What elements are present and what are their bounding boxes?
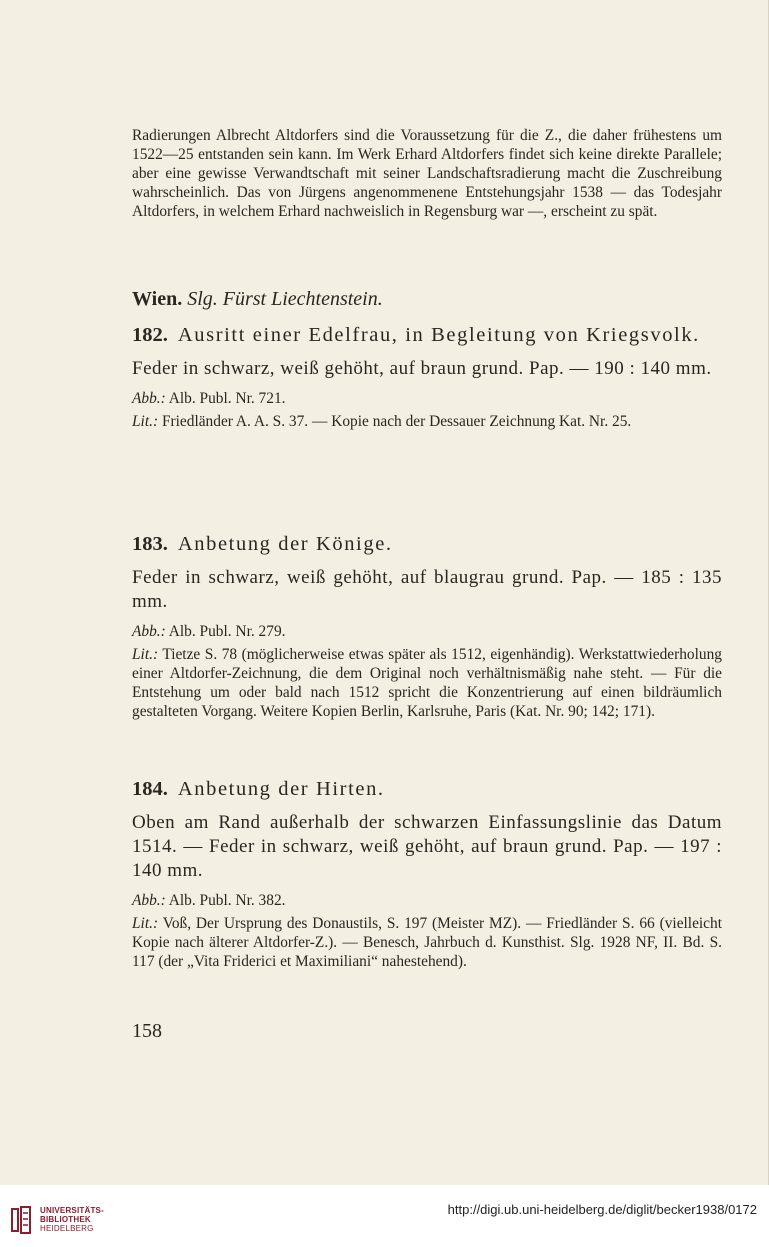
lit-text: Tietze S. 78 (möglicherweise etwas später als 1512, eigenhändig). Werkstattwiederholung einer Altdorfer-Zeichnung, die dem Original noch verhältnismäßig nahe steht. — Für die Entstehung um oder bald nach 1512 spricht die Konzentrierung auf einen bildräumlich gestalteten Vorgang. Weitere Kopien Berlin, Karlsruhe, Paris (Kat. Nr. 90; 142; 171).	[132, 646, 722, 720]
abb-label: Abb.:	[132, 892, 166, 909]
entry-description: Feder in schwarz, weiß gehöht, auf braun grund. Pap. — 190 : 140 mm.	[132, 358, 712, 379]
entry-184	[132, 777, 722, 971]
source-url-link[interactable]: http://digi.ub.uni-heidelberg.de/diglit/becker1938/0172	[447, 1202, 757, 1217]
abb-label: Abb.:	[132, 390, 166, 407]
entry-number: 183.	[132, 533, 168, 555]
lit-text: Voß, Der Ursprung des Donaustils, S. 197 (Meister MZ). — Friedländer S. 66 (vielleicht Kopie nach älterer Altdorfer-Z.). — Benesch, Jahrbuch d. Kunsthist. Slg. 1928 NF, II. Bd. S. 117 (der „Vita Friderici et Maximiliani“ nahestehend).	[132, 915, 722, 970]
collection-name: Slg. Fürst Liechtenstein.	[187, 288, 383, 310]
lit-text: Friedländer A. A. S. 37. — Kopie nach der Dessauer Zeichnung Kat. Nr. 25.	[161, 413, 632, 430]
library-logo-icon	[10, 1205, 32, 1235]
intro-paragraph: Radierungen Albrecht Altdorfers sind die Voraussetzung für die Z., die daher frühestens um 1522—25 entstanden sein kann. Im Werk Erhard Altdorfers findet sich keine direkte Parallele; aber eine gewisse Verwandtschaft mit seiner Landschaftsradierung macht die Zuschreibung wahrscheinlich. Das von Jürgens angenommenene Entstehungsjahr 1538 — das Todesjahr Altdorfers, in welchem Erhard nachweislich in Regensburg war —, erscheint zu spät.	[132, 127, 722, 220]
entry-number: 182.	[132, 324, 168, 346]
lit-label: Lit.:	[132, 646, 159, 663]
entry-abb	[132, 622, 722, 641]
entry-lit	[132, 914, 722, 971]
collection-place: Wien.	[132, 288, 183, 310]
entry-number: 184.	[132, 778, 168, 800]
abb-label: Abb.:	[132, 623, 166, 640]
library-line-3: HEIDELBERG	[40, 1224, 94, 1233]
library-name	[40, 1206, 104, 1233]
lit-label: Lit.:	[132, 413, 159, 430]
entry-183	[132, 532, 722, 721]
entry-title-text: Anbetung der Hirten.	[177, 778, 385, 800]
entry-description: Oben am Rand außerhalb der schwarzen Einfassungslinie das Datum 1514. — Feder in schwarz, weiß gehöht, auf braun grund. Pap. — 197 : 140 mm.	[132, 812, 722, 881]
footer-bar	[0, 1185, 769, 1247]
entry-lit	[132, 645, 722, 721]
entry-lit	[132, 412, 722, 431]
entry-title-text: Ausritt einer Edelfrau, in Begleitung von Kriegsvolk.	[177, 324, 700, 346]
entry-title	[132, 532, 722, 557]
entry-abb	[132, 891, 722, 910]
abb-text: Alb. Publ. Nr. 382.	[168, 892, 286, 909]
entry-182	[132, 323, 722, 431]
entry-title-text: Anbetung der Könige.	[177, 533, 393, 555]
entry-abb	[132, 389, 722, 408]
library-line-2: BIBLIOTHEK	[40, 1215, 91, 1224]
library-line-1: UNIVERSITÄTS-	[40, 1206, 104, 1215]
abb-text: Alb. Publ. Nr. 279.	[168, 623, 286, 640]
entry-title	[132, 777, 722, 802]
page-number: 158	[132, 1020, 162, 1042]
entry-title	[132, 323, 722, 348]
collection-heading	[132, 288, 383, 311]
lit-label: Lit.:	[132, 915, 159, 932]
abb-text: Alb. Publ. Nr. 721.	[168, 390, 286, 407]
entry-description: Feder in schwarz, weiß gehöht, auf blaugrau grund. Pap. — 185 : 135 mm.	[132, 567, 722, 612]
intro-block	[132, 126, 722, 221]
